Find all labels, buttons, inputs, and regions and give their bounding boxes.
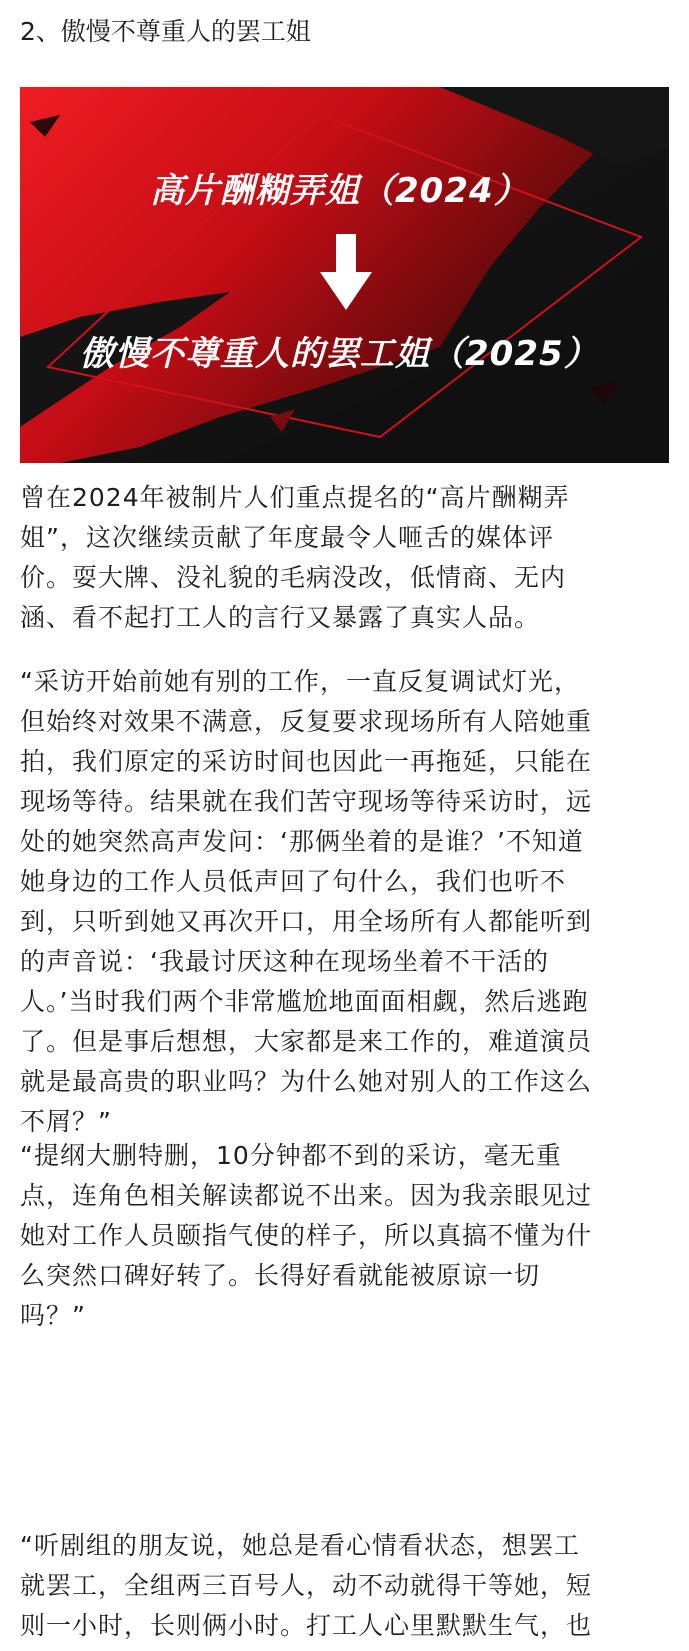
text-line: 姐”，这次继续贡献了年度最令人咂舌的媒体评 [20, 523, 554, 552]
text-line: 涵、看不起打工人的言行又暴露了真实人品。 [20, 603, 541, 632]
text-line: 了。但是事后想想，大家都是来工作的，难道演员 [20, 1027, 593, 1056]
banner-image [20, 87, 669, 463]
paragraph-intro [20, 478, 670, 638]
text-line: 么突然口碑好转了。长得好看就能被原谅一切 [20, 1261, 541, 1290]
paragraph-quote-2 [20, 1136, 670, 1336]
text-line: 曾在2024年被制片人们重点提名的“高片酬糊弄 [20, 483, 570, 512]
down-arrow-icon [320, 234, 372, 310]
text-line: 点，连角色相关解读都说不出来。因为我亲眼见过 [20, 1181, 593, 1210]
paragraph-quote-3 [20, 1526, 670, 1646]
text-line: 到，只听到她又再次开口，用全场所有人都能听到 [20, 907, 593, 936]
paragraph-quote-1 [20, 662, 670, 1142]
text-line: “采访开始前她有别的工作，一直反复调试灯光， [20, 667, 580, 696]
banner-title-2024: 高片酬糊弄姐（2024） [150, 171, 529, 211]
text-line: 吗？” [20, 1301, 86, 1330]
text-line: “听剧组的朋友说，她总是看心情看状态，想罢工 [20, 1531, 580, 1560]
text-line: 则一小时，长则俩小时。打工人心里默默生气，也 [20, 1611, 593, 1640]
text-line: 拍，我们原定的采访时间也因此一再拖延，只能在 [20, 747, 593, 776]
text-line: 不屑？” [20, 1107, 112, 1136]
text-line: “提纲大删特删，10分钟都不到的采访，毫无重 [20, 1141, 562, 1170]
text-line: 但始终对效果不满意，反复要求现场所有人陪她重 [20, 707, 593, 736]
text-line: 处的她突然高声发问：‘那俩坐着的是谁？’不知道 [20, 827, 584, 856]
text-line: 她身边的工作人员低声回了句什么，我们也听不 [20, 867, 567, 896]
text-line: 就罢工，全组两三百号人，动不动就得干等她，短 [20, 1571, 593, 1600]
article-heading: 2、傲慢不尊重人的罢工姐 [20, 17, 311, 46]
text-line: 的声音说：‘我最讨厌这种在现场坐着不干活的 [20, 947, 549, 976]
text-line: 现场等待。结果就在我们苦守现场等待采访时，远 [20, 787, 593, 816]
text-line: 她对工作人员颐指气使的样子，所以真搞不懂为什 [20, 1221, 593, 1250]
text-line: 人。’当时我们两个非常尴尬地面面相觑，然后逃跑 [20, 987, 589, 1016]
banner-title-2025: 傲慢不尊重人的罢工姐（2025） [80, 334, 599, 374]
text-line: 就是最高贵的职业吗？为什么她对别人的工作这么 [20, 1067, 593, 1096]
text-line: 价。耍大牌、没礼貌的毛病没改，低情商、无内 [20, 563, 567, 592]
